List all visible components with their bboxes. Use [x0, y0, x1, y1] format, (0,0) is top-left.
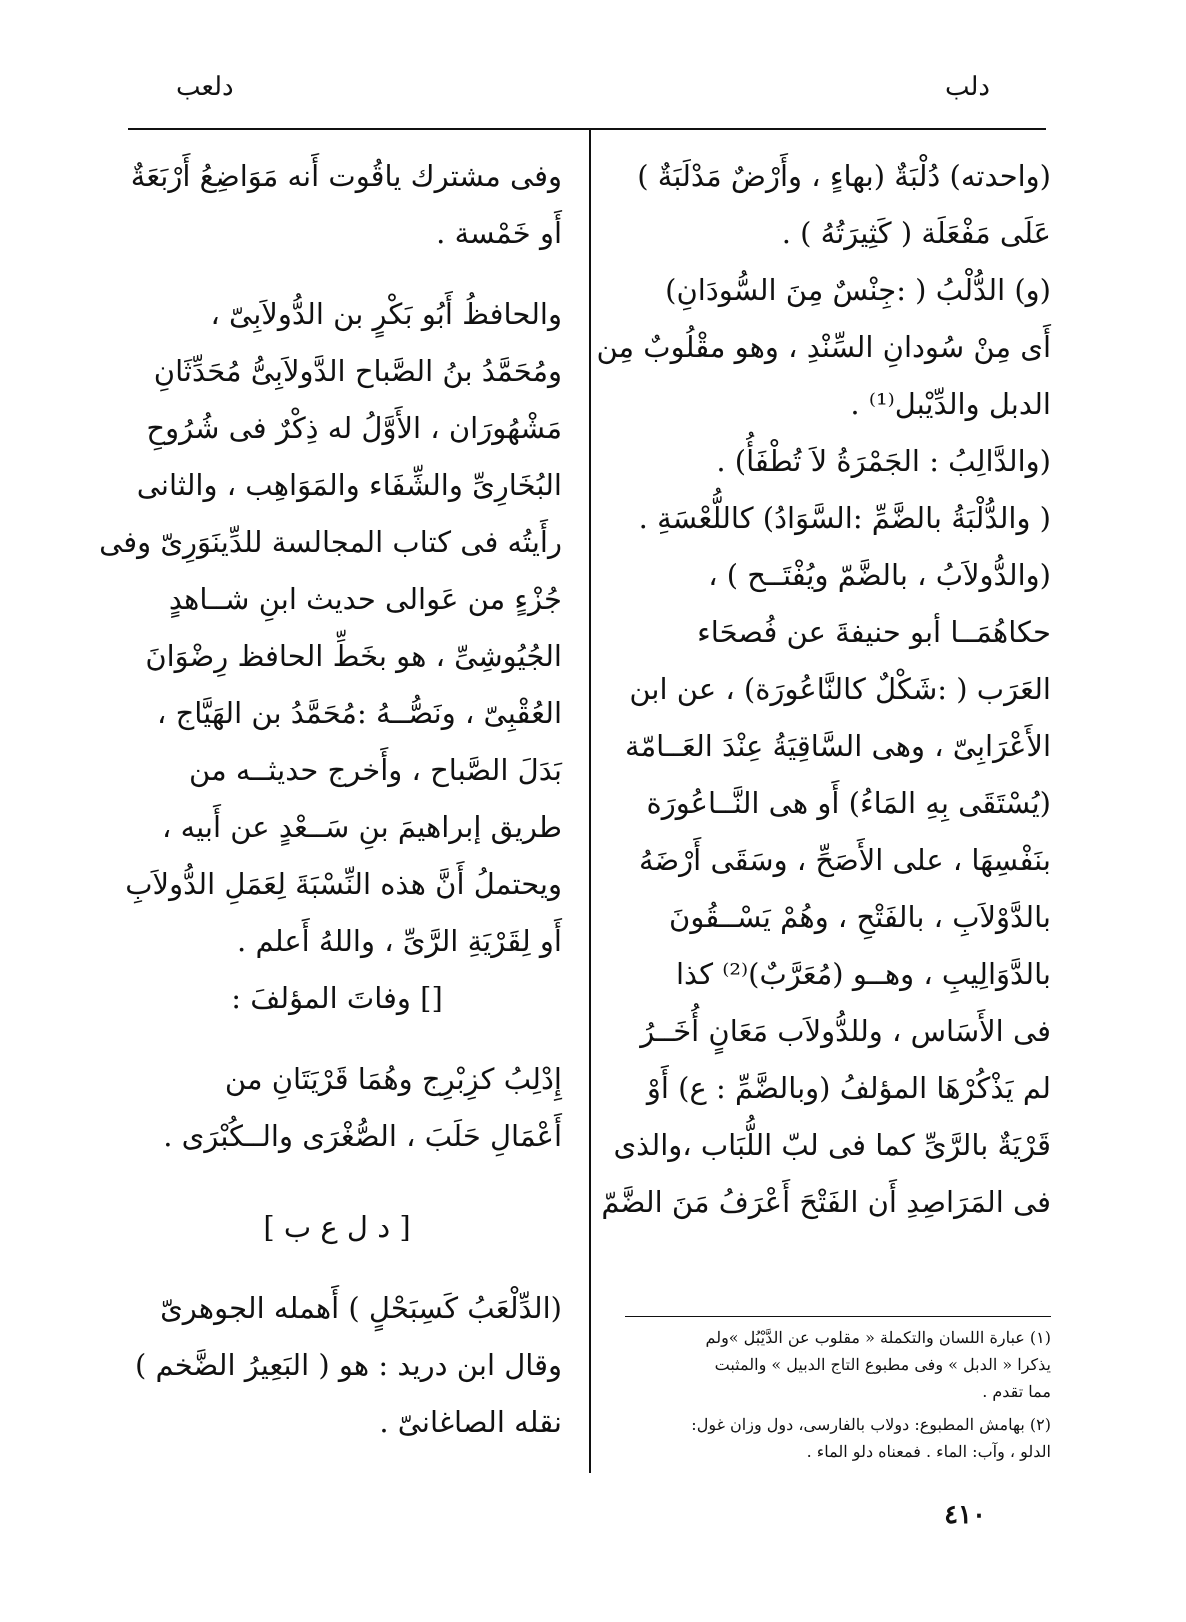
text-line: (يُسْتَقَى بِهِ المَاءُ) أَو هى النَّــاعُورَة: [646, 786, 1051, 820]
footnote-rule: [625, 1316, 1051, 1317]
text-line: الأَعْرَابِىّ ، وهى السَّاقِيَةُ عِنْدَ العَــامّة: [625, 729, 1051, 763]
column-divider: [589, 128, 591, 1473]
text-line: أَعْمَالِ حَلَبَ ، الصُّغْرَى والــكُبْرَى .: [163, 1119, 562, 1153]
text-line: ( والدُّلْبَةُ بالضَّمِّ :السَّوَادُ) كاللُّعْسَةِ .: [638, 501, 1051, 535]
text-line: وفى مشترك ياقُوت أَنه مَوَاضِعُ أَرْبَعَةٌ: [130, 159, 562, 193]
text-line: حكاهُمَــا أبو حنيفةَ عن فُصحَاء: [697, 615, 1051, 649]
running-head-left: دلعب: [176, 72, 234, 102]
text-line: أَو لِقَرْيَةِ الرَّىِّ ، واللهُ أَعلم .: [237, 924, 562, 958]
text-line: البُخَارِىِّ والشِّفَاء والمَوَاهِب ، والثانى: [136, 468, 562, 502]
page-number: ٤١٠: [944, 1500, 986, 1530]
running-head-right: دلب: [944, 72, 990, 102]
left-column: [99, 148, 562, 1451]
right-column: [596, 148, 1051, 1231]
text-line: (الدِّلْعَبُ كَسِبَحْلٍ ) أَهمله الجوهرىّ: [160, 1291, 562, 1325]
root-heading: [ د ل ع ب ]: [263, 1210, 411, 1244]
footnote-2-line: الدلو ، وآب: الماء . فمعناه دلو الماء .: [806, 1442, 1051, 1461]
text-line: (واحدته) دُلْبَةٌ (بهاءٍ ، وأَرْضٌ مَدْلَبَةٌ ): [637, 159, 1051, 193]
text-line: بَدَلَ الصَّباح ، وأَخرج حديثــه من: [189, 753, 562, 787]
text-line: بالدَّوْلاَبِ ، بالفَتْحِ ، وهُمْ يَسْــقُونَ: [669, 900, 1051, 934]
text-line: فى الأَسَاس ، وللدُّولاَب مَعَانٍ أُخَــرُ: [640, 1014, 1051, 1048]
text-line: ويحتملُ أَنَّ هذه النِّسْبَةَ لِعَمَلِ الدُّولاَبِ: [125, 867, 562, 901]
text-line: الدبل والدِّيْبل⁽¹⁾ .: [850, 387, 1051, 421]
text-line: (والدَّالِبُ : الجَمْرَةُ لاَ تُطْفَأُ) .: [716, 444, 1051, 478]
entry-paragraph: [625, 433, 1051, 490]
text-line: وقال ابن دريد : هو ( البَعِيرُ الضَّخم ): [134, 1348, 562, 1382]
section-heading: [] وفاتَ المؤلفَ :: [231, 981, 443, 1015]
header-rule: [128, 128, 1046, 130]
text-line: عَلَى مَفْعَلَة ( كَثِيرَتُهُ ) .: [781, 216, 1051, 250]
text-line: جُزْءٍ من عَوالى حديث ابنِ شــاهدٍ: [168, 582, 562, 616]
entry-paragraph: [112, 1280, 562, 1451]
text-line: (والدُّولاَبُ ، بالضَّمّ ويُفْتَــح ) ،: [708, 558, 1051, 592]
text-line: بنَفْسِهَا ، على الأَصَحِّ ، وسَقَى أَرْضَهُ: [639, 843, 1051, 877]
text-line: طريق إبراهيمَ بنِ سَــعْدٍ عن أَبيه ،: [162, 810, 562, 844]
text-line: قَرْيَةٌ بالرَّىِّ كما فى لبّ اللُّبَاب ،والذى: [613, 1128, 1051, 1162]
text-line: (و) الدُّلْبُ ( :جِنْسٌ مِنَ السُّودَانِ): [665, 273, 1051, 307]
entry-paragraph: [99, 286, 562, 970]
footnotes: [625, 1324, 1051, 1465]
text-line: والحافظُ أَبُو بَكْرٍ بن الدُّولاَبِىّ ،: [210, 297, 562, 331]
entry-paragraph: [601, 547, 1051, 1231]
entry-paragraph: [112, 1051, 562, 1165]
text-line: رأَيتُه فى كتاب المجالسة للدِّينَوَرِىّ وفى: [99, 525, 562, 559]
text-line: إِدْلِبُ كزِبْرِج وهُمَا قَرْيَتَانِ من: [224, 1062, 562, 1096]
footnote-2-line: (٢) بهامش المطبوع: دولاب بالفارسى، دول وزان غول:: [691, 1415, 1051, 1434]
text-line: بالدَّوَالِيبِ ، وهــو (مُعَرَّبٌ)⁽²⁾ كذا: [675, 957, 1051, 991]
text-line: مَشْهُورَان ، الأَوَّلُ له ذِكْرٌ فى شُرُوحِ: [146, 411, 562, 445]
text-line: العُقْبِىّ ، ونَصُّــهُ :مُحَمَّدُ بن الهَيَّاج ،: [157, 696, 562, 730]
text-line: لم يَذْكُرْهَا المؤلفُ (وبالضَّمِّ : ع) أَوْ: [646, 1071, 1051, 1105]
text-line: الجُيُوشِىِّ ، هو بخَطِّ الحافظ رِضْوَانَ: [145, 639, 562, 673]
text-line: أَى مِنْ سُودانِ السِّنْدِ ، وهو مقْلُوبٌ مِن: [596, 330, 1051, 364]
footnote-1-line: يذكرا « الدبل » وفى مطبوع التاج الدبيل » والمثبت: [714, 1355, 1051, 1374]
entry-paragraph: [596, 262, 1051, 433]
text-line: العَرَب ( :شَكْلٌ كالنَّاعُورَة) ، عن ابن: [629, 672, 1051, 706]
text-line: أَو خَمْسة .: [436, 216, 562, 250]
text-line: ومُحَمَّدُ بنُ الصَّباح الدَّولاَبِىُّ مُحَدِّثَانِ: [153, 354, 562, 388]
text-line: نقله الصاغانىّ .: [379, 1405, 562, 1439]
entry-paragraph: [112, 148, 562, 262]
entry-paragraph: [625, 148, 1051, 262]
footnote-1-line: (١) عبارة اللسان والتكملة « مقلوب عن الدَّيْبُل »ولم: [705, 1328, 1051, 1347]
text-line: فى المَرَاصِدِ أَن الفَتْحَ أَعْرَفُ مَنَ الضَّمّ: [601, 1185, 1051, 1219]
entry-paragraph: [625, 490, 1051, 547]
footnote-1-line: مما تقدم .: [982, 1382, 1051, 1401]
